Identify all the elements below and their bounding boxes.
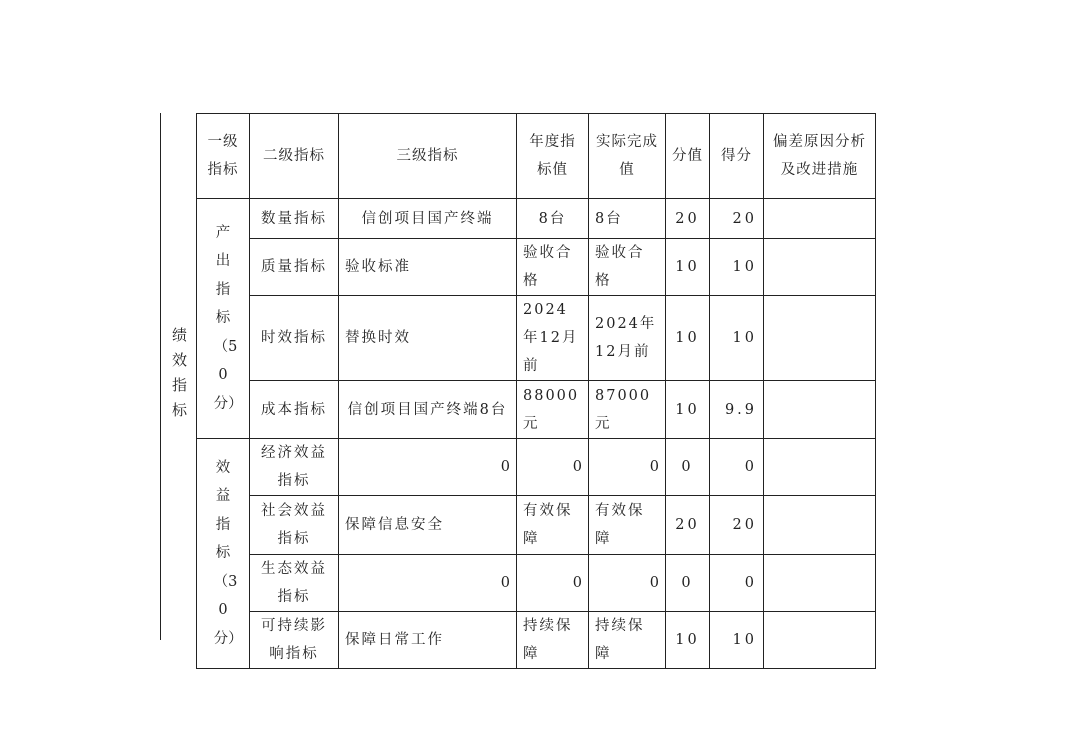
weight-cell: 10 <box>666 239 710 296</box>
table-row <box>197 496 876 555</box>
table-row <box>197 612 876 669</box>
level2-cell: 成本指标 <box>250 381 339 439</box>
table-row <box>197 439 876 496</box>
level1-benefit-cell <box>197 439 250 669</box>
actual-cell: 8台 <box>589 199 666 239</box>
deviation-cell <box>764 381 876 439</box>
header-deviation: 偏差原因分析及改进措施 <box>764 114 876 199</box>
target-cell: 0 <box>517 439 589 496</box>
level3-cell: 信创项目国产终端 <box>339 199 517 239</box>
level2-cell: 可持续影响指标 <box>250 612 339 669</box>
deviation-cell <box>764 612 876 669</box>
weight-cell: 10 <box>666 612 710 669</box>
weight-cell: 20 <box>666 496 710 555</box>
level2-cell: 质量指标 <box>250 239 339 296</box>
header-weight: 分值 <box>666 114 710 199</box>
level1-output-label: 产出指标（50分） <box>213 224 243 412</box>
score-cell: 9.9 <box>710 381 764 439</box>
performance-table <box>196 113 876 669</box>
target-cell: 0 <box>517 555 589 612</box>
actual-cell: 2024年12月前 <box>589 296 666 381</box>
target-cell: 持续保障 <box>517 612 589 669</box>
score-cell: 10 <box>710 612 764 669</box>
header-level3: 三级指标 <box>339 114 517 199</box>
target-cell: 验收合格 <box>517 239 589 296</box>
level1-benefit-label: 效益指标（30分） <box>213 459 243 647</box>
level3-cell: 0 <box>339 555 517 612</box>
actual-cell: 0 <box>589 439 666 496</box>
weight-cell: 0 <box>666 555 710 612</box>
deviation-cell <box>764 439 876 496</box>
table-row <box>197 555 876 612</box>
side-label: 绩效指标 <box>170 326 188 427</box>
deviation-cell <box>764 555 876 612</box>
level3-cell: 替换时效 <box>339 296 517 381</box>
target-cell: 8台 <box>517 199 589 239</box>
header-level2: 二级指标 <box>250 114 339 199</box>
weight-cell: 10 <box>666 296 710 381</box>
score-cell: 0 <box>710 555 764 612</box>
actual-cell: 0 <box>589 555 666 612</box>
weight-cell: 20 <box>666 199 710 239</box>
level2-cell: 时效指标 <box>250 296 339 381</box>
target-cell: 88000元 <box>517 381 589 439</box>
table-row <box>197 381 876 439</box>
weight-cell: 10 <box>666 381 710 439</box>
target-cell: 有效保障 <box>517 496 589 555</box>
header-annual-target: 年度指标值 <box>517 114 589 199</box>
header-row <box>197 114 876 199</box>
side-label-cell <box>161 113 196 640</box>
score-cell: 10 <box>710 239 764 296</box>
level3-cell: 验收标准 <box>339 239 517 296</box>
table-row <box>197 199 876 239</box>
level1-output-cell <box>197 199 250 439</box>
deviation-cell <box>764 496 876 555</box>
actual-cell: 有效保障 <box>589 496 666 555</box>
header-actual: 实际完成值 <box>589 114 666 199</box>
weight-cell: 0 <box>666 439 710 496</box>
score-cell: 0 <box>710 439 764 496</box>
level3-cell: 信创项目国产终端8台 <box>339 381 517 439</box>
score-cell: 20 <box>710 496 764 555</box>
table-row <box>197 296 876 381</box>
level2-cell: 社会效益指标 <box>250 496 339 555</box>
deviation-cell <box>764 239 876 296</box>
header-level1: 一级指标 <box>197 114 250 199</box>
level3-cell: 0 <box>339 439 517 496</box>
level2-cell: 数量指标 <box>250 199 339 239</box>
actual-cell: 87000元 <box>589 381 666 439</box>
level3-cell: 保障日常工作 <box>339 612 517 669</box>
level3-cell: 保障信息安全 <box>339 496 517 555</box>
score-cell: 10 <box>710 296 764 381</box>
table-row <box>197 239 876 296</box>
level2-cell: 经济效益指标 <box>250 439 339 496</box>
score-cell: 20 <box>710 199 764 239</box>
target-cell: 2024年12月前 <box>517 296 589 381</box>
header-score: 得分 <box>710 114 764 199</box>
deviation-cell <box>764 199 876 239</box>
level2-cell: 生态效益指标 <box>250 555 339 612</box>
actual-cell: 验收合格 <box>589 239 666 296</box>
actual-cell: 持续保障 <box>589 612 666 669</box>
deviation-cell <box>764 296 876 381</box>
